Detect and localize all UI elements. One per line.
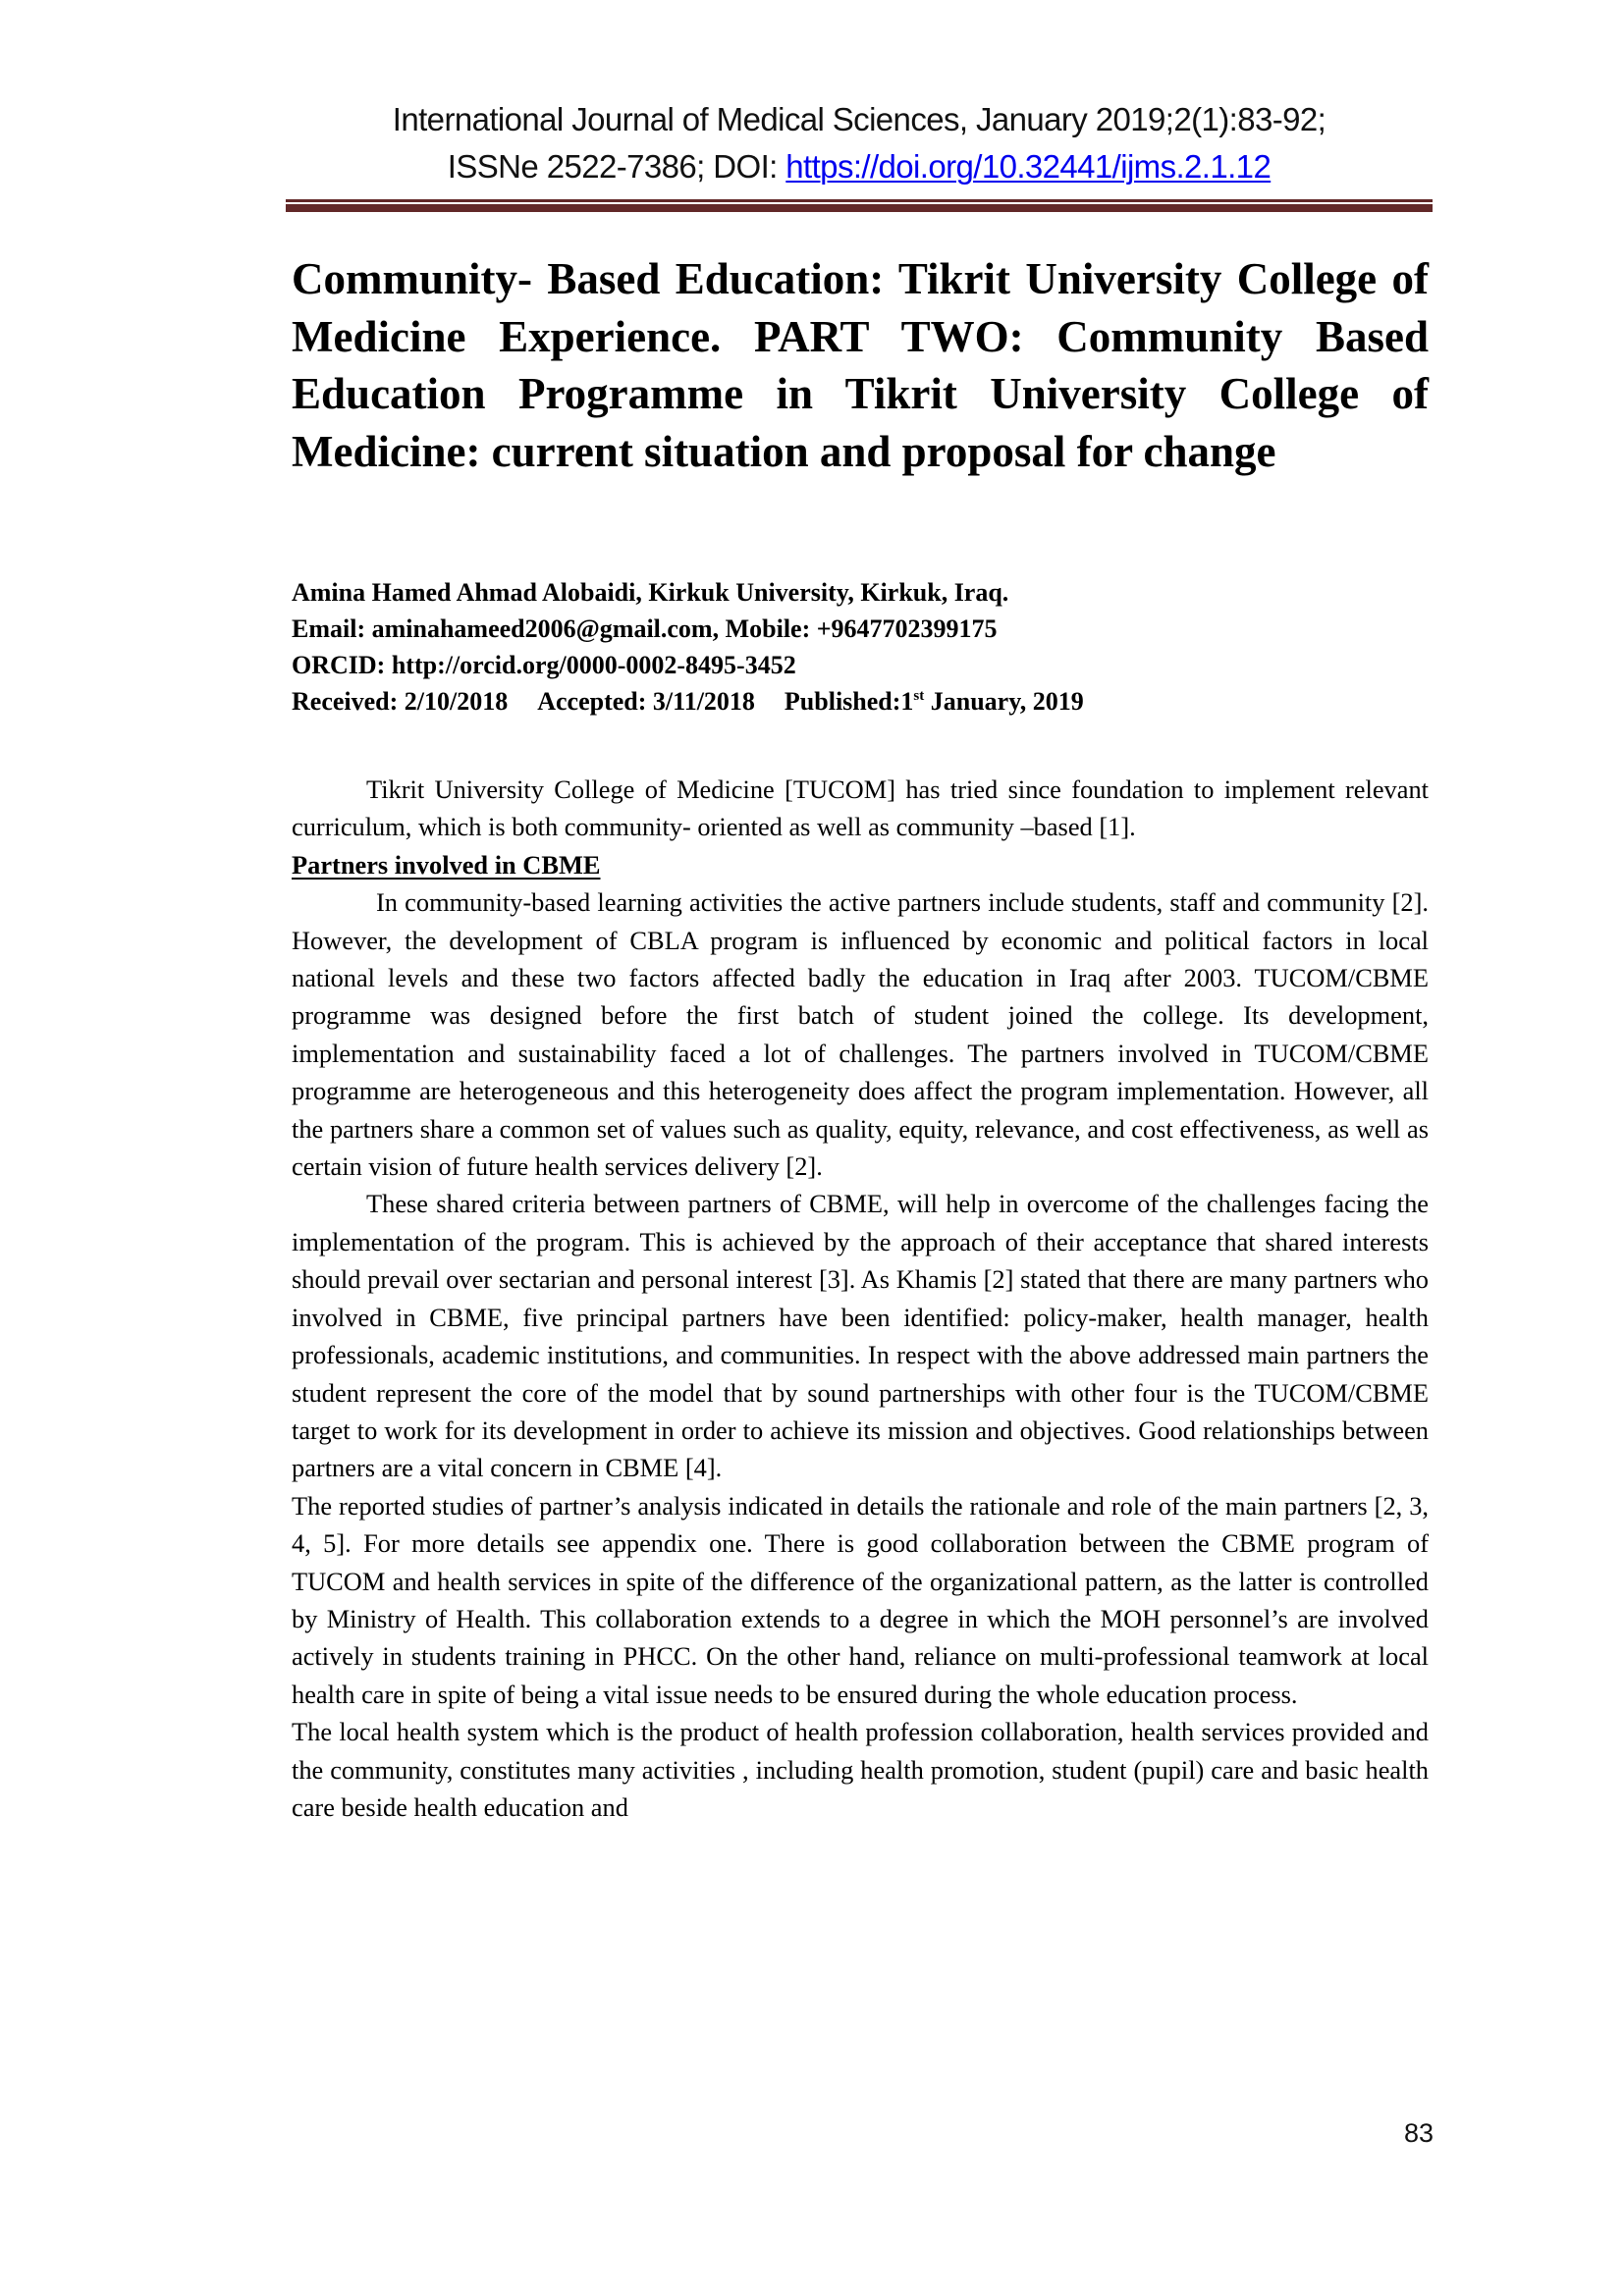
body-paragraph: In community-based learning activities the active partners include students, staff and community [2]. However, the development of CBLA program is influenced by economic and political factors in local national levels and these two factors affected badly the education in Iraq after 2003. TUCOM/CBME programme was designed before the first batch of student joined the college. Its development, implementation and sustainability faced a lot of challenges. The partners involved in TUCOM/CBME programme are heterogeneous and this heterogeneity does affect the program implementation. However, all the partners share a common set of values such as quality, equity, relevance, and cost effectiveness, as well as certain vision of future health services delivery [2].: [292, 887, 1429, 1182]
body-paragraph: These shared criteria between partners of CBME, will help in overcome of the challenges facing the implementation of the program. This is achieved by the approach of their acceptance that shared interests should prevail over sectarian and personal interest [3]. As Khamis [2] stated that there are many partners who involved in CBME, five principal partners have been identified: policy-maker, health manager, health professionals, academic institutions, and communities. In respect with the above addressed main partners the student represent the core of the model that by sound partnerships with other four is the TUCOM/CBME target to work for its development in order to achieve its mission and objectives. Good relationships between partners are a vital concern in CBME [4].: [292, 1189, 1429, 1483]
accepted-date: Accepted: 3/11/2018: [537, 687, 755, 716]
publication-dates: [292, 683, 1429, 720]
published-date: Published:1st January, 2019: [784, 687, 1084, 716]
article-body: [292, 771, 1429, 1826]
author-contact: Email: aminahameed2006@gmail.com, Mobile: +9647702399175: [292, 614, 998, 643]
journal-header: [285, 96, 1434, 190]
journal-citation: International Journal of Medical Sciences, January 2019;2(1):83-92;: [392, 101, 1326, 137]
doi-link[interactable]: https://doi.org/10.32441/ijms.2.1.12: [785, 148, 1272, 185]
header-divider: [286, 199, 1433, 212]
header-divider-thick: [286, 204, 1433, 212]
received-date: Received: 2/10/2018: [292, 687, 509, 716]
page-number: 83: [1403, 2118, 1434, 2148]
journal-issn-doi: [285, 143, 1434, 190]
body-paragraph: The local health system which is the product of health profession collaboration, health services provided and the community, constitutes many activities , including health promotion, student (pupil) care and basic health care beside health education and: [292, 1717, 1429, 1822]
intro-paragraph: Tikrit University College of Medicine [TUCOM] has tried since foundation to implement relevant curriculum, which is both community- oriented as well as community –based [1].: [292, 774, 1429, 842]
author-block: [292, 574, 1429, 720]
body-paragraph: The reported studies of partner’s analysis indicated in details the rationale and role of the main partners [2, 3, 4, 5]. For more details see appendix one. There is good collaboration between the CBME program of TUCOM and health services in spite of the difference of the organizational pattern, as the latter is controlled by Ministry of Health. This collaboration extends to a degree in which the MOH personnel’s are involved actively in students training in PHCC. On the other hand, reliance on multi-professional teamwork at local health care in spite of being a vital issue needs to be ensured during the whole education process.: [292, 1490, 1429, 1709]
author-affiliation: Amina Hamed Ahmad Alobaidi, Kirkuk University, Kirkuk, Iraq.: [292, 578, 1009, 607]
section-heading: Partners involved in CBME: [292, 849, 601, 880]
issn-label: ISSNe 2522-7386; DOI:: [447, 148, 786, 185]
author-orcid: ORCID: http://orcid.org/0000-0002-8495-3452: [292, 651, 796, 679]
paper-title: Community- Based Education: Tikrit University College of Medicine Experience. PART TWO: Community Based Education Programme in Tikrit University College of Medicine: current situation and proposal for change: [292, 254, 1429, 476]
